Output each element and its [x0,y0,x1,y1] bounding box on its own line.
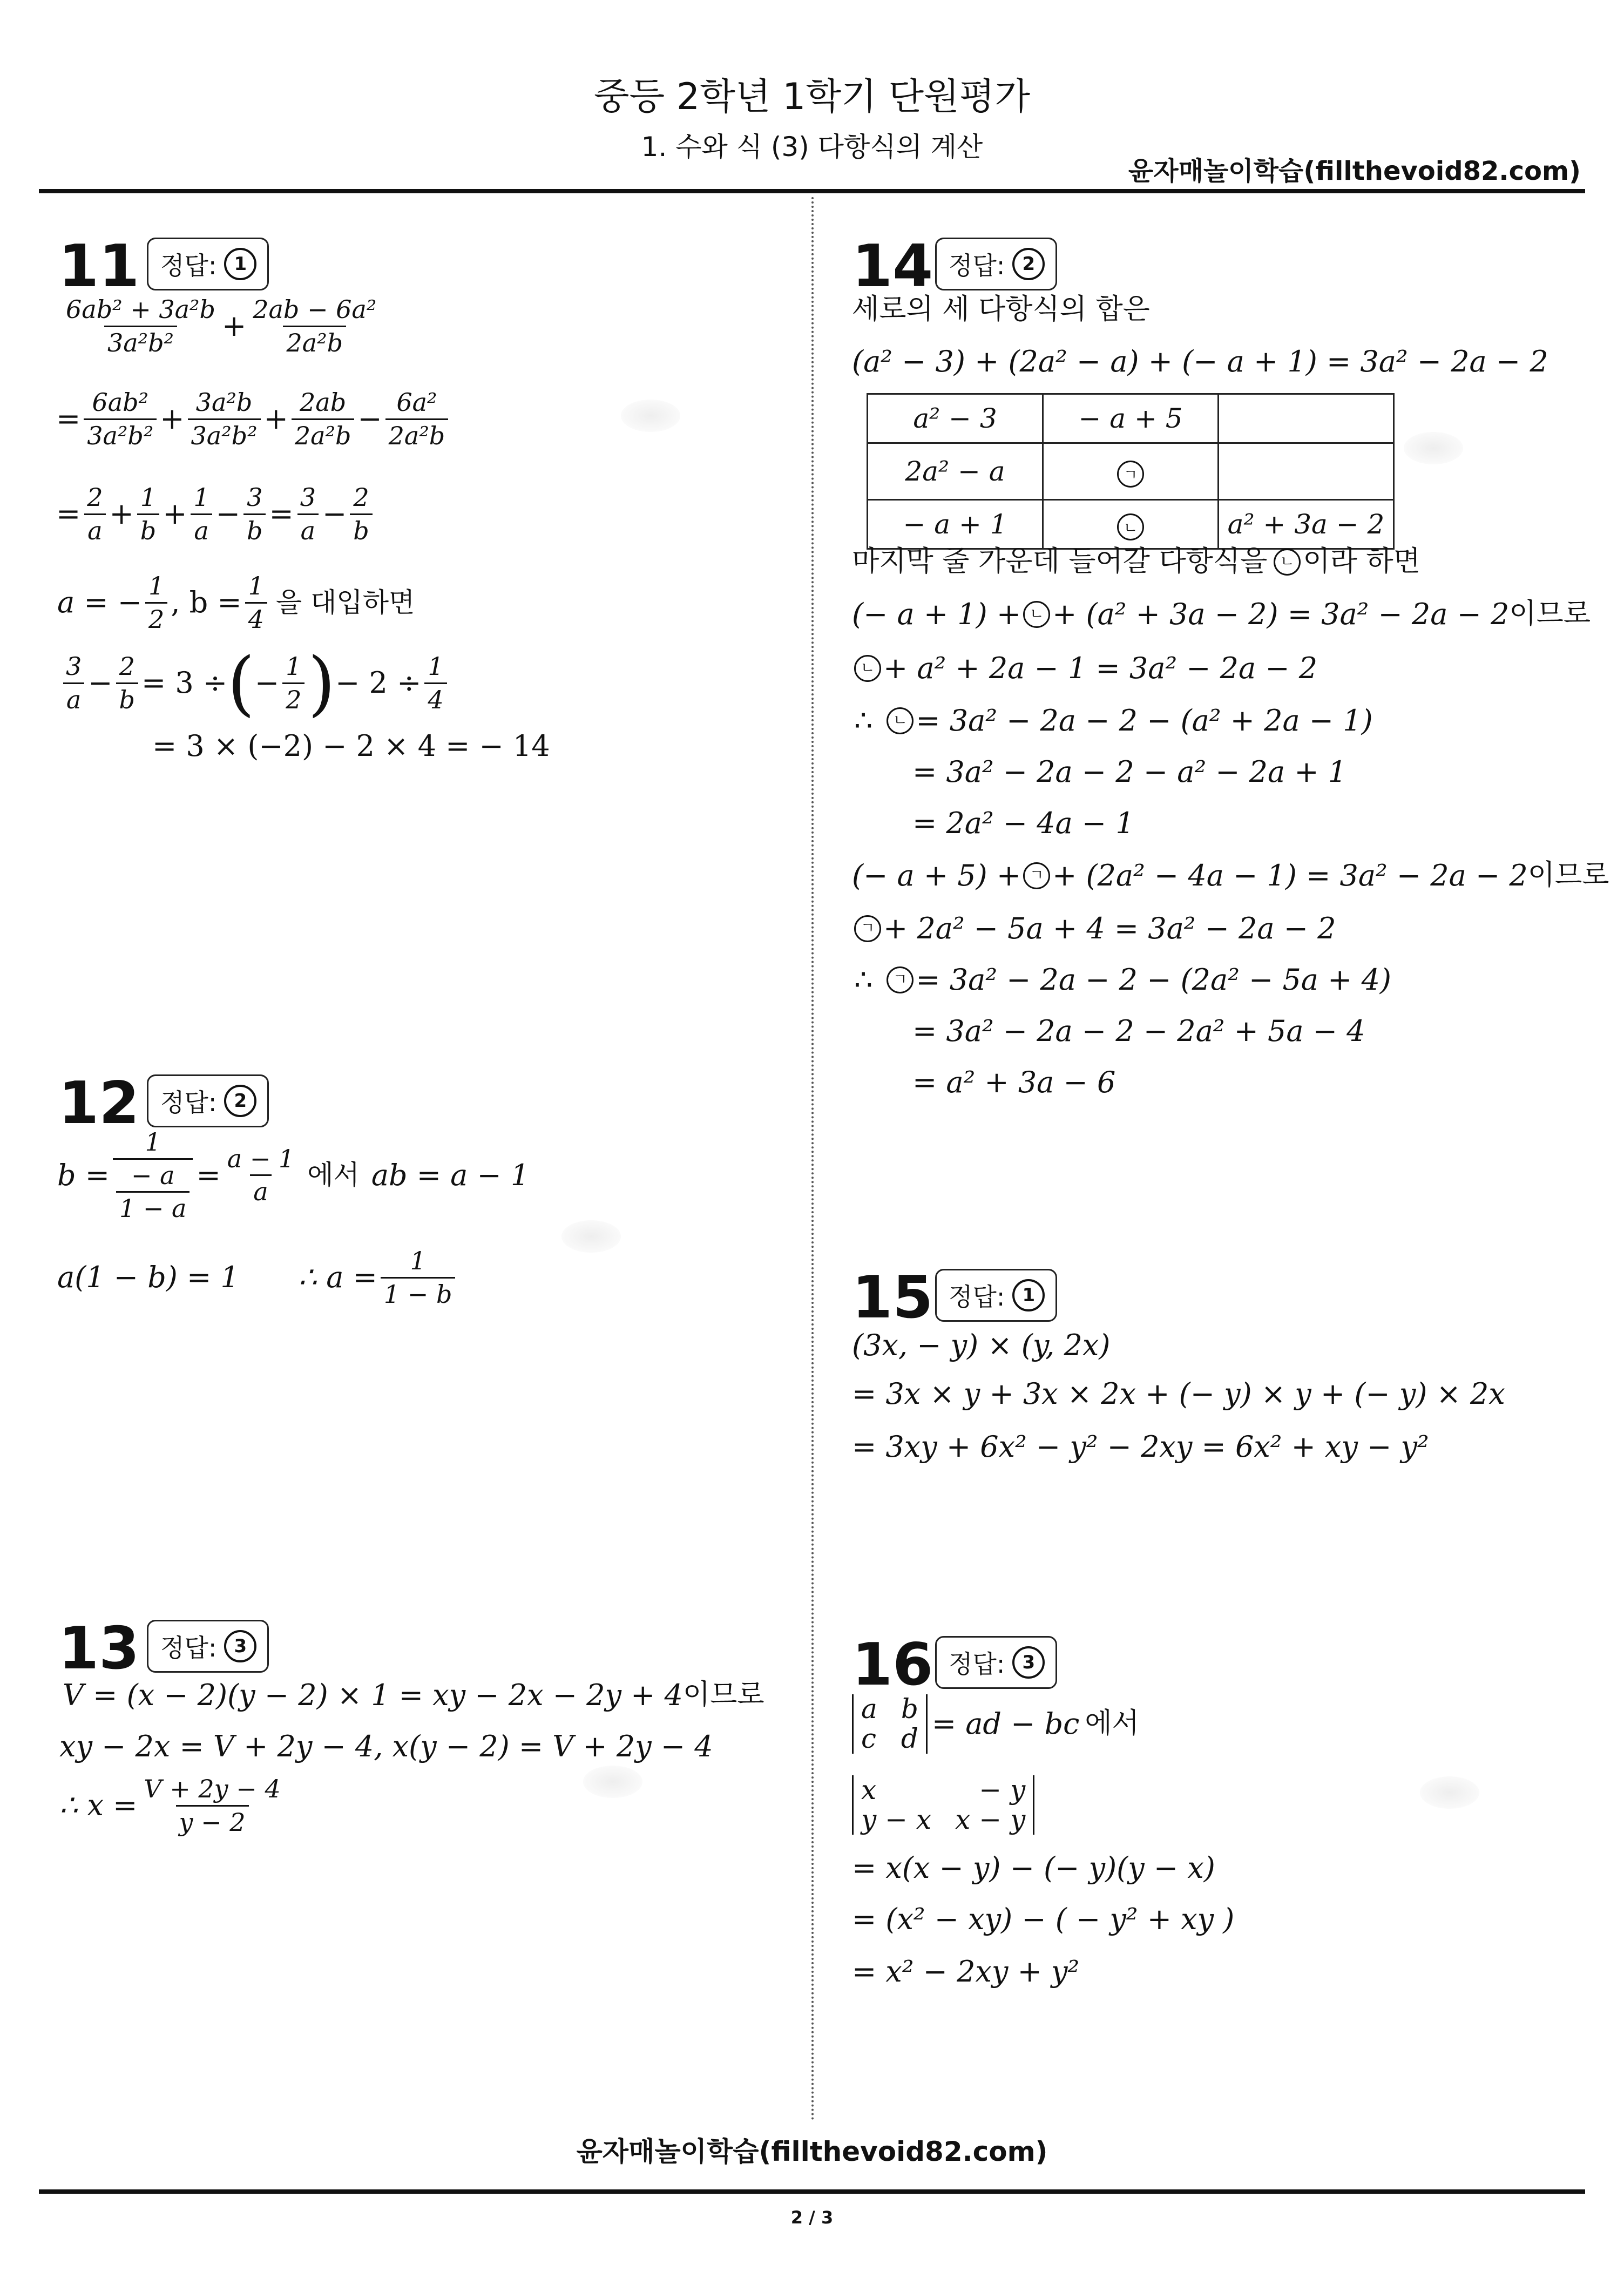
smudge [1404,432,1463,464]
korean-text: 에서 [1085,1707,1139,1740]
q14-line-6 [852,860,1609,891]
frac-den: 2a²b [385,418,449,450]
page-subtitle: 1. 수와 식 (3) 다항식의 계산 [641,131,983,163]
circled-nieun-icon: ㄴ [1023,601,1050,628]
frac-num: 2ab − 6a² [253,295,377,324]
frac-num: 2 [87,483,103,512]
question-number: 15 [852,1264,933,1331]
frac-num: 1 [248,571,264,600]
q14-intro: 세로의 세 다항식의 합은 [852,293,1150,326]
answer-box [935,1636,1057,1689]
bottom-rule [39,2189,1585,2194]
frac-den: 2a²b [283,326,346,357]
q15-line-3: = 3xy + 6x² − y² − 2xy = 6x² + xy − y² [852,1430,1429,1464]
frac-den: a [191,513,212,545]
korean-text: 을 대입하면 [275,586,415,618]
math-text: a = − [57,585,143,620]
math-text: ∴ a = [298,1260,377,1295]
q13-line-3 [59,1775,287,1836]
q16-line-1 [852,1694,1139,1754]
q11-line-6: = 3 × (−2) − 2 × 4 = − 14 [152,729,550,763]
math-text: = 3 ÷ [141,666,228,700]
frac-num: 6ab² + 3a²b [66,295,215,324]
answer-circle: 3 [1012,1646,1045,1679]
det-entry: y − x [861,1804,932,1835]
question-number: 16 [852,1631,933,1699]
smudge [1420,1776,1479,1809]
determinant [852,1694,928,1754]
smudge [621,400,680,432]
answer-circle: 3 [224,1630,256,1662]
circled-giyeok-icon: ㄱ [1023,862,1050,889]
q14-sum: (a² − 3) + (2a² − a) + (− a + 1) = 3a² − 2a − 2 [852,344,1548,378]
q12-line-1 [57,1128,529,1222]
table-cell: a² − 3 [868,394,1043,443]
frac-den: 3a²b² [188,418,261,450]
math-text: + 2a² − 5a + 4 = 3a² − 2a − 2 [883,911,1336,945]
frac-num: V + 2y − 4 [144,1774,281,1803]
q14-line-8 [852,964,1391,996]
frac-den: y − 2 [176,1805,249,1836]
table-cell: 2a² − a [868,443,1043,500]
table-row [868,394,1394,443]
header-brand: 윤자매놀이학습(fillthevoid82.com) [1128,156,1581,186]
q11-line-5: $\frac{3}{a}$ − $\frac{2}{b}$ = 3 ÷ ( − $\frac{1}{2}$ ) − 2 ÷ $\frac{1}{4}$ [59,648,450,718]
q13-line-2: xy − 2x = V + 2y − 4, x(y − 2) = V + 2y − 4 [59,1729,713,1763]
frac-den: 3a²b² [84,418,157,450]
q14-line-10: = a² + 3a − 6 [912,1065,1116,1099]
circled-giyeok-icon: ㄱ [887,966,914,993]
q15-line-1: (3x, − y) × (y, 2x) [852,1328,1111,1362]
question-number: 11 [58,233,140,300]
page-title: 중등 2학년 1학기 단원평가 [593,76,1031,118]
korean-text: 에서 [307,1159,360,1191]
smudge [561,1220,621,1253]
frac-den: a [84,513,105,545]
q16-line-3: = x(x − y) − (− y)(y − x) [852,1851,1215,1885]
frac-num: a − 1 [227,1144,295,1173]
table-cell [1219,443,1394,500]
table-cell: − a + 5 [1043,394,1219,443]
math-text: + a² + 2a − 1 = 3a² − 2a − 2 [883,651,1318,685]
circled-nieun-icon: ㄴ [1274,549,1301,576]
table-cell [1043,500,1219,549]
question-number: 13 [58,1615,140,1682]
column-divider [811,197,814,2122]
frac-den: b [116,682,138,714]
determinant [852,1775,1034,1835]
top-rule [39,189,1585,193]
frac-num: 1 [193,483,209,512]
frac-num: 3 [247,483,263,512]
math-text: (− a + 5) + [852,858,1021,893]
answer-box [935,1269,1057,1322]
q14-line-9: = 3a² − 2a − 2 − 2a² + 5a − 4 [912,1014,1365,1048]
q14-line-1 [852,598,1591,630]
korean-text: 이므로 [1527,859,1609,892]
math-text: ∴ x = [59,1788,138,1823]
circled-nieun-icon: ㄴ [887,707,914,734]
question-number: 12 [58,1070,140,1137]
frac-num: 1 [140,483,157,512]
math-text: − [254,666,280,700]
table-cell [1043,443,1219,500]
q11-line-4 [57,572,415,633]
answer-circle: 1 [224,248,256,280]
q12-line-2 [57,1247,458,1308]
math-text: b = [57,1158,110,1193]
math-text: + (2a² − 4a − 1) = 3a² − 2a − 2 [1052,858,1528,893]
smudge [583,1766,642,1798]
det-entry: d [901,1723,918,1754]
table-row [868,500,1394,549]
math-text: = [196,1158,221,1193]
answer-circle: 1 [1012,1279,1045,1311]
answer-box [935,238,1057,290]
q11-line-1: $\frac{\text{6ab² + 3a²b}}{\text{3a²b²}}$ + $\frac{\text{2ab − 6a²}}{\text{2a²b}}$ [59,296,383,356]
math-text: = 3a² − 2a − 2 − (a² + 2a − 1) [916,704,1373,738]
answer-label: 정답: [949,1649,1005,1679]
page-number: 2 / 3 [790,2207,834,2228]
answer-box [147,1620,269,1673]
circled-giyeok-icon: ㄱ [1117,461,1144,488]
frac-den: 4 [424,682,446,714]
table-row [868,443,1394,500]
frac-den: 2 [145,602,167,633]
det-entry: b [901,1693,918,1725]
q11-line-3: = $\frac{2}{a}$ + $\frac{1}{b}$ + $\frac{1}{a}$ − $\frac{3}{b}$ = $\frac{3}{a}$ − $\frac{2}{b}$ [56,484,376,544]
frac-den: a [250,1174,271,1206]
frac-den: b [243,513,266,545]
det-entry: x − y [955,1804,1026,1835]
q11-line-2: = $\frac{\text{6ab²}}{\text{3a²b²}}$ + $\frac{\text{3a²b}}{\text{3a²b²}}$ + $\frac{2ab}{\text{2a²b}}$ − $\frac{\text{6a²}}{\text{2a²b}}$ [56,389,451,449]
circled-giyeok-icon: ㄱ [854,915,881,942]
frac-num: 1 [428,651,444,681]
question-number: 14 [852,233,933,300]
math-text: + (a² + 3a − 2) = 3a² − 2a − 2 [1052,597,1510,631]
korean-text: 이라 하면 [1303,545,1420,578]
frac-num: 1 [410,1246,426,1275]
det-entry: x [861,1774,877,1806]
math-text: V = (x − 2)(y − 2) × 1 = xy − 2x − 2y + 4 [63,1678,683,1712]
frac-num: 2 [119,651,135,681]
frac-den: b [137,513,159,545]
answer-label: 정답: [160,1633,217,1662]
q13-line-1 [63,1679,764,1711]
frac-den: 1 − a [116,1191,190,1222]
frac-den: a [63,682,84,714]
frac-num: 3 [300,483,316,512]
math-text: ab = a − 1 [371,1158,530,1193]
q16-line-2 [852,1775,1039,1835]
q14-line-2 [852,652,1317,684]
answer-label: 정답: [160,251,217,280]
frac-num: 1 [286,651,302,681]
frac-den: 3a²b² [104,326,177,357]
korean-text: 이므로 [682,1679,764,1712]
q14-diag-text [852,546,1420,577]
table-cell: a² + 3a − 2 [1219,500,1394,549]
frac-num: 6a² [396,388,437,417]
math-text: (− a + 1) + [852,597,1021,631]
q16-line-5: = x² − 2xy + y² [852,1955,1080,1989]
frac-den: 2 [282,682,304,714]
table-cell [1219,394,1394,443]
q14-line-7 [852,912,1336,944]
frac-num: 6ab² [92,388,149,417]
answer-circle: 2 [224,1085,256,1117]
answer-circle: 2 [1012,248,1045,280]
frac-num: − a [131,1160,175,1190]
frac-num: 3a²b [195,388,253,417]
answer-label: 정답: [949,251,1005,280]
frac-den: 4 [245,602,267,633]
frac-num: 3 [66,651,82,681]
frac-den: 1 − b [381,1277,456,1308]
frac-den: 2a²b [292,418,355,450]
polynomial-grid [867,393,1395,550]
circled-nieun-icon: ㄴ [1117,513,1144,540]
circled-nieun-icon: ㄴ [854,655,881,682]
frac-den: b [350,513,372,545]
q14-line-5: = 2a² − 4a − 1 [912,806,1134,840]
frac-num: 2ab [300,388,347,417]
q15-line-2: = 3x × y + 3x × 2x + (− y) × y + (− y) × 2x [852,1377,1505,1411]
q16-line-4: = (x² − xy) − ( − y² + xy ) [852,1902,1235,1936]
therefore-icon: ∴ [854,963,873,997]
math-text: = 3a² − 2a − 2 − (2a² − 5a + 4) [916,963,1391,997]
det-entry: a [861,1693,877,1725]
answer-label: 정답: [949,1282,1005,1311]
korean-text: 마지막 줄 가운데 들어갈 다항식을 [852,545,1268,578]
answer-box [147,238,269,290]
answer-box [147,1074,269,1127]
frac-den: a [297,513,319,545]
math-text: a(1 − b) = 1 [57,1260,239,1295]
math-text: , b = [171,585,242,620]
math-text: = ad − bc [931,1707,1080,1741]
frac-num: 1 [148,571,165,600]
footer-brand: 윤자매놀이학습(fillthevoid82.com) [576,2136,1048,2167]
q14-line-3 [852,705,1373,736]
answer-label: 정답: [160,1088,217,1117]
math-text: − 2 ÷ [335,666,422,700]
table-cell: − a + 1 [868,500,1043,549]
korean-text: 이므로 [1509,598,1591,631]
det-entry: − y [979,1774,1026,1806]
frac-num: 1 [145,1127,161,1157]
frac-num: 2 [353,483,369,512]
therefore-icon: ∴ [854,704,873,738]
q14-line-4: = 3a² − 2a − 2 − a² − 2a + 1 [912,755,1347,789]
det-entry: c [861,1723,877,1754]
